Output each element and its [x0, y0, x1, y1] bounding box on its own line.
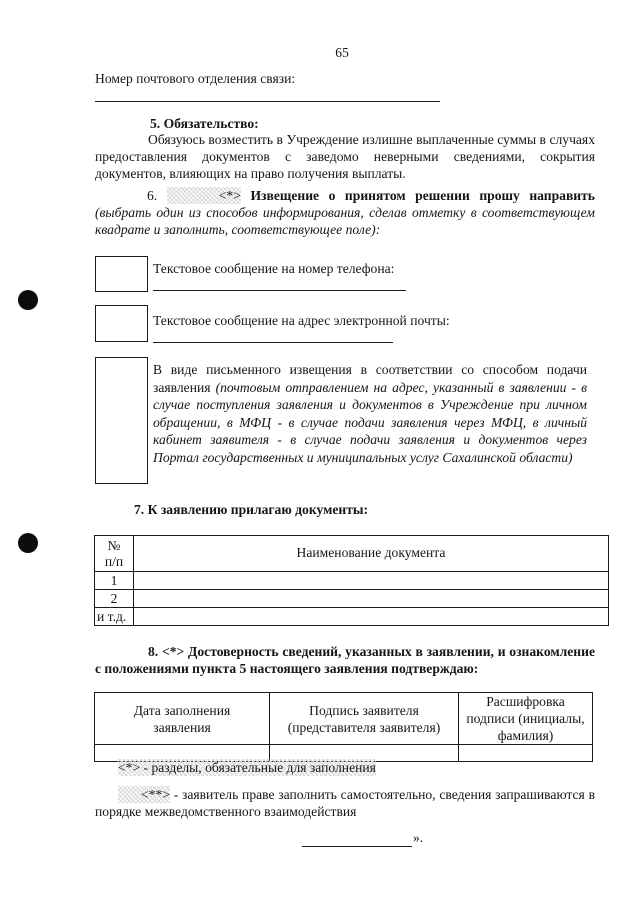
confirmation-col-signature: Подпись заявителя (представителя заявителя) — [270, 693, 459, 745]
obligation-text — [95, 131, 595, 182]
notification-mark-text: <*> — [218, 188, 241, 203]
attachment-row-name[interactable] — [134, 590, 609, 608]
checkbox-phone[interactable] — [95, 256, 148, 292]
option-written-detail: (почтовым отправлением на адрес, указанный в заявлении - в случае поступления заявления и документов в Учреждение при личном обращении, в МФЦ - в случае подачи заявления через МФЦ, в личный кабинет заявителя - в случае подачи заявления и документов через Портал государственных и муниципальных услуг Сахалинской области) — [153, 379, 587, 465]
footnote-optional-mark: <**> — [141, 787, 170, 802]
confirmation-heading: 8. <*> Достоверность сведений, указанных в заявлении, и ознакомление с положениями пункта 5 настоящего заявления подтверждаю: — [95, 644, 595, 676]
option-written-label: В виде письменного извещения в соответствии со способом подачи заявления — [153, 362, 587, 395]
closing-line[interactable] — [302, 846, 412, 847]
obligation-text-content: Обязуюсь возместить в Учреждение излишне выплаченные суммы в случаях предоставления документов с заведомо неверными сведениями, сокрытия документов, влияющих на право получения выплаты. — [95, 132, 595, 181]
footnote-required-text: - разделы, обязательные для заполнения — [140, 760, 376, 775]
notification-number: 6. — [147, 188, 158, 203]
table-row — [95, 608, 609, 626]
footnote-required-mark: <*> — [118, 760, 141, 775]
notification-instruction: (выбрать один из способов информирования, сделав отметку в соответствующем квадрате и заполнить, соответствующее поле): — [95, 205, 595, 237]
punch-hole-top — [18, 290, 38, 310]
attachments-col-name: Наименование документа — [134, 536, 609, 572]
attachment-row-number: и т.д. — [95, 608, 134, 626]
table-row — [95, 572, 609, 590]
confirmation-table — [94, 692, 593, 762]
notification-heading — [95, 187, 595, 238]
attachments-col-number: № п/п — [95, 536, 134, 572]
checkbox-email[interactable] — [95, 305, 148, 342]
confirmation-header-row — [95, 693, 593, 745]
footnote-required — [118, 759, 376, 776]
footnote-optional — [95, 786, 595, 820]
email-input-line[interactable] — [153, 342, 393, 343]
punch-hole-bottom — [18, 533, 38, 553]
notification-heading-text: Извещение о принятом решении прошу направить — [250, 188, 595, 203]
option-email-label: Текстовое сообщение на адрес электронной почты: — [153, 313, 450, 328]
attachment-row-number: 1 — [95, 572, 134, 590]
checkbox-written[interactable] — [95, 357, 148, 484]
option-phone-label: Текстовое сообщение на номер телефона: — [153, 261, 395, 276]
phone-input-line[interactable] — [153, 290, 406, 291]
attachments-table — [94, 535, 609, 626]
footnote-optional-scan-mark — [118, 786, 170, 803]
page-number: 65 — [335, 45, 349, 60]
table-row — [95, 590, 609, 608]
attachment-row-name[interactable] — [134, 608, 609, 626]
postal-office-line[interactable] — [95, 101, 440, 102]
footnote-optional-text: - заявитель праве заполнить самостоятельно, сведения запрашиваются в порядке межведомственного взаимодействия — [95, 787, 595, 819]
closing-quote: ». — [413, 830, 424, 845]
notification-required-mark — [167, 187, 241, 204]
confirmation-decoding-value[interactable] — [459, 745, 593, 762]
obligation-heading: 5. Обязательство: — [150, 116, 259, 131]
footnote-required-scan-mark — [118, 759, 376, 776]
attachments-heading: 7. К заявлению прилагаю документы: — [134, 502, 369, 517]
attachments-header-row — [95, 536, 609, 572]
postal-office-label: Номер почтового отделения связи: — [95, 71, 296, 86]
option-written-text — [153, 361, 587, 467]
attachment-row-name[interactable] — [134, 572, 609, 590]
confirmation-col-decoding: Расшифровка подписи (инициалы, фамилия) — [459, 693, 593, 745]
confirmation-col-date: Дата заполнения заявления — [95, 693, 270, 745]
attachment-row-number: 2 — [95, 590, 134, 608]
